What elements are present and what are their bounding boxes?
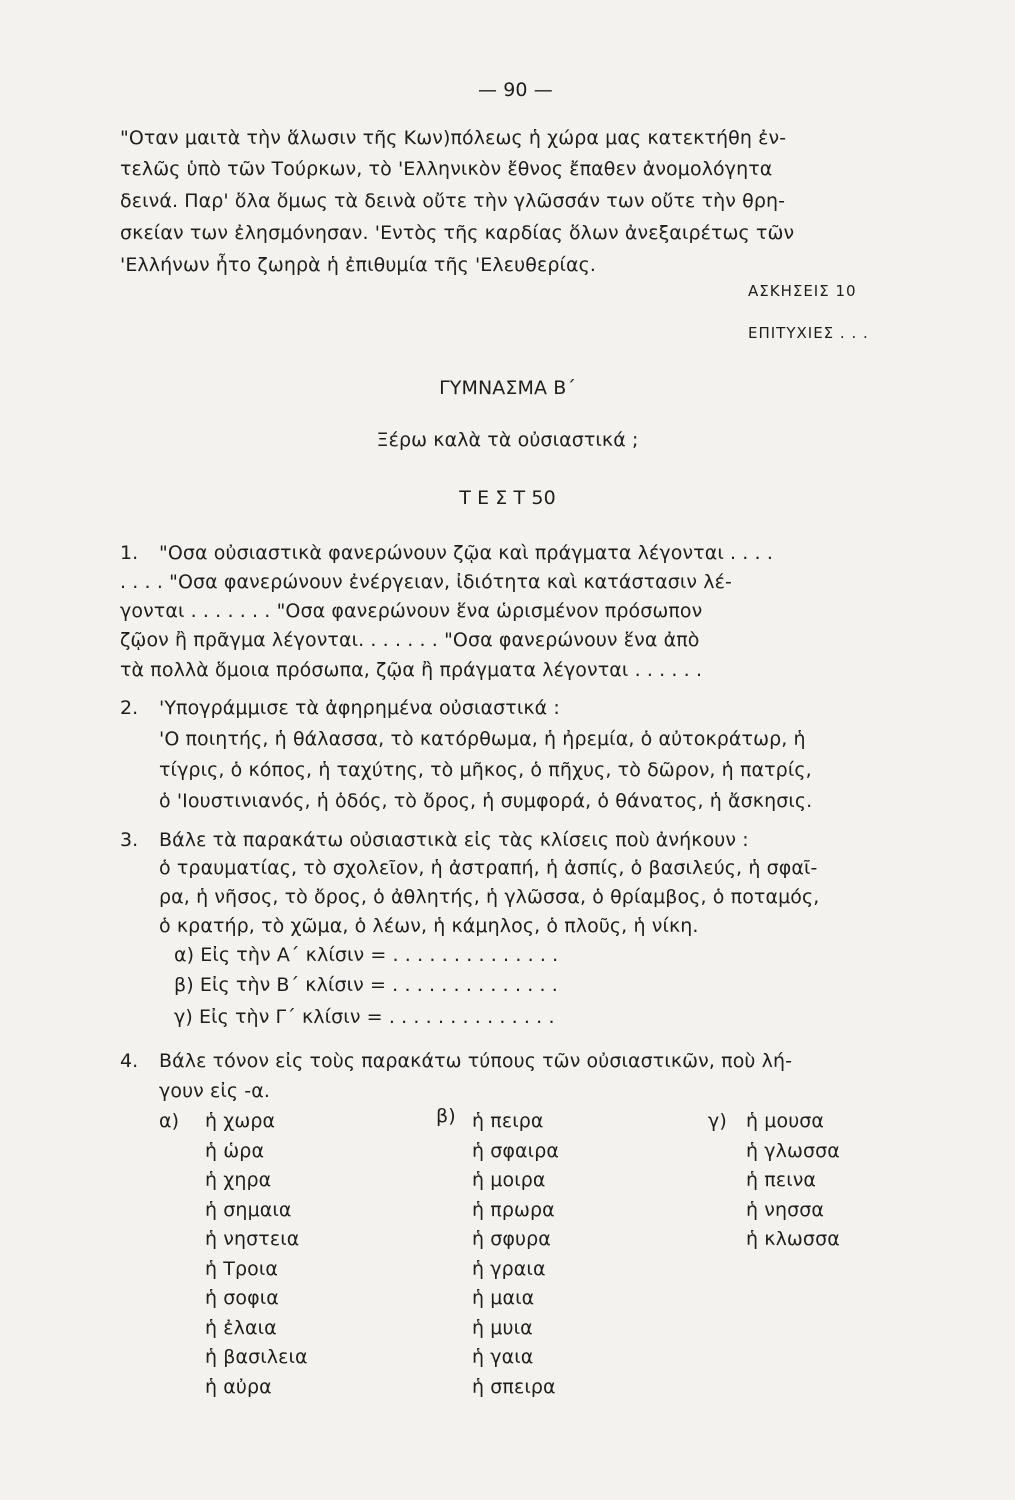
question-number: 2.: [120, 697, 139, 719]
question-line: ρα, ἡ νῆσος, τὸ ὄρος, ὁ ἀθλητής, ἡ γλῶσσα, ὁ θρίαμβος, ὁ ποταμός,: [159, 886, 820, 908]
question-line: ὁ 'Ιουστινιανός, ἡ ὁδός, τὸ ὄρος, ἡ συμφορά, ὁ θάνατος, ἡ ἄσκησις.: [159, 790, 813, 812]
test-label: Τ Ε Σ Τ 50: [459, 487, 556, 509]
question-line: . . . . "Οσα φανερώνουν ἐνέργειαν, ἰδιότητα καὶ κατάστασιν λέ-: [120, 571, 732, 593]
word-item: ἡ σφαιρα: [472, 1139, 559, 1162]
word-item: ἡ μουσα: [746, 1110, 825, 1132]
word-item: ἡ σοφια: [205, 1287, 279, 1309]
question-line: Βάλε τόνον εἰς τοὺς παρακάτω τύπους τῶν οὐσιαστικῶν, ποὺ λή-: [159, 1050, 793, 1072]
question-line: τὰ πολλὰ ὅμοια πρόσωπα, ζῷα ἢ πράγματα λέγονται . . . . . .: [120, 659, 703, 681]
word-column-c: [746, 1109, 840, 1257]
word-item: ἡ μαια: [472, 1287, 535, 1309]
column-label: α): [159, 1110, 180, 1132]
word-item: ἡ μοιρα: [472, 1169, 546, 1191]
column-label: γ): [708, 1110, 727, 1132]
question-line: Βάλε τὰ παρακάτω οὐσιαστικὰ εἰς τὰς κλίσεις ποὺ ἀνήκουν :: [159, 829, 749, 851]
question-line: ὁ κρατήρ, τὸ χῶμα, ὁ λέων, ἡ κάμηλος, ὁ πλοῦς, ἡ νίκη.: [159, 915, 699, 937]
answer-line: γ) Εἰς τὴν Γ΄ κλίσιν = . . . . . . . . . . . . . .: [174, 1006, 555, 1028]
successes-count: ΕΠΙΤΥΧΙΕΣ . . .: [748, 324, 869, 342]
answer-line: α) Εἰς τὴν Α΄ κλίσιν = . . . . . . . . . . . . . .: [174, 944, 559, 966]
exercise-subheading: Ξέρω καλὰ τὰ οὐσιαστικά ;: [376, 429, 639, 451]
question-line: ὁ τραυματίας, τὸ σχολεῖον, ἡ ἀστραπή, ἡ ἀσπίς, ὁ βασιλεύς, ἡ σφαῖ-: [159, 857, 818, 879]
word-item: ἡ χωρα: [205, 1110, 276, 1132]
word-item: ἡ μυια: [472, 1316, 533, 1339]
question-line: τίγρις, ὁ κόπος, ἡ ταχύτης, τὸ μῆκος, ὁ πῆχυς, τὸ δῶρον, ἡ πατρίς,: [159, 759, 812, 781]
question-line: γουν εἰς -α.: [159, 1080, 271, 1102]
intro-line: δεινά. Παρ' ὅλα ὅμως τὰ δεινὰ οὔτε τὴν γλῶσσάν των οὔτε τὴν θρη-: [120, 190, 786, 212]
word-item: ἡ αὐρα: [205, 1375, 272, 1398]
question-line: γονται . . . . . . . "Οσα φανερώνουν ἕνα ὡρισμένον πρόσωπον: [120, 600, 703, 622]
question-number: 1.: [120, 542, 139, 564]
column-label: β): [436, 1105, 456, 1127]
intro-line: "Οταν μαιτὰ τὴν ἅλωσιν τῆς Κων)πόλεως ἡ χώρα μας κατεκτήθη ἐν-: [120, 127, 787, 149]
page-number: — 90 —: [478, 79, 553, 101]
exercises-count: ΑΣΚΗΣΕΙΣ 10: [748, 282, 857, 300]
question-line: 'Ο ποιητής, ἡ θάλασσα, τὸ κατόρθωμα, ἡ ἠρεμία, ὁ αὐτοκράτωρ, ἡ: [159, 728, 806, 750]
word-item: ἡ νηστεια: [205, 1228, 300, 1250]
word-item: ἡ γλωσσα: [746, 1139, 840, 1162]
intro-line: τελῶς ὑπὸ τῶν Τούρκων, τὸ 'Ελληνικὸν ἔθνος ἔπαθεν ἀνομολόγητα: [120, 158, 773, 180]
word-item: ἡ Τροια: [205, 1257, 279, 1280]
word-item: ἡ πειρα: [472, 1110, 544, 1132]
word-item: ἡ σημαια: [205, 1198, 292, 1221]
word-item: ἡ χηρα: [205, 1169, 272, 1191]
question-line: 'Υπογράμμισε τὰ ἀφηρημένα οὐσιαστικά :: [159, 697, 560, 719]
word-item: ἡ νησσα: [746, 1198, 825, 1221]
word-item: ἡ σπειρα: [472, 1375, 556, 1398]
answer-line: β) Εἰς τὴν Β΄ κλίσιν = . . . . . . . . . . . . . .: [174, 974, 558, 996]
word-item: ἡ γραια: [472, 1257, 546, 1280]
word-column-a: [205, 1109, 308, 1404]
question-number: 3.: [120, 829, 139, 851]
word-item: ἡ σφυρα: [472, 1228, 551, 1250]
question-line: ζῷον ἢ πρᾶγμα λέγονται. . . . . . . "Οσα φανερώνουν ἕνα ἀπὸ: [120, 629, 700, 651]
word-item: ἡ βασιλεια: [205, 1346, 308, 1368]
question-number: 4.: [120, 1050, 139, 1072]
intro-line: σκείαν των ἐλησμόνησαν. 'Εντὸς τῆς καρδίας ὅλων ἀνεξαιρέτως τῶν: [120, 222, 795, 244]
exercise-heading: ΓΥΜΝΑΣΜΑ Β΄: [439, 377, 576, 399]
question-line: "Οσα οὐσιαστικὰ φανερώνουν ζῷα καὶ πράγματα λέγονται . . . .: [159, 542, 773, 564]
word-item: ἡ πρωρα: [472, 1198, 555, 1221]
word-item: ἡ γαια: [472, 1346, 534, 1368]
word-item: ἡ ἐλαια: [205, 1316, 277, 1339]
word-item: ἡ ὡρα: [205, 1139, 265, 1162]
word-item: ἡ πεινα: [746, 1169, 817, 1191]
intro-line: 'Ελλήνων ἦτο ζωηρὰ ἡ ἐπιθυμία τῆς 'Ελευθερίας.: [120, 254, 597, 276]
word-column-b: [472, 1109, 559, 1404]
word-item: ἡ κλωσσα: [746, 1228, 840, 1250]
